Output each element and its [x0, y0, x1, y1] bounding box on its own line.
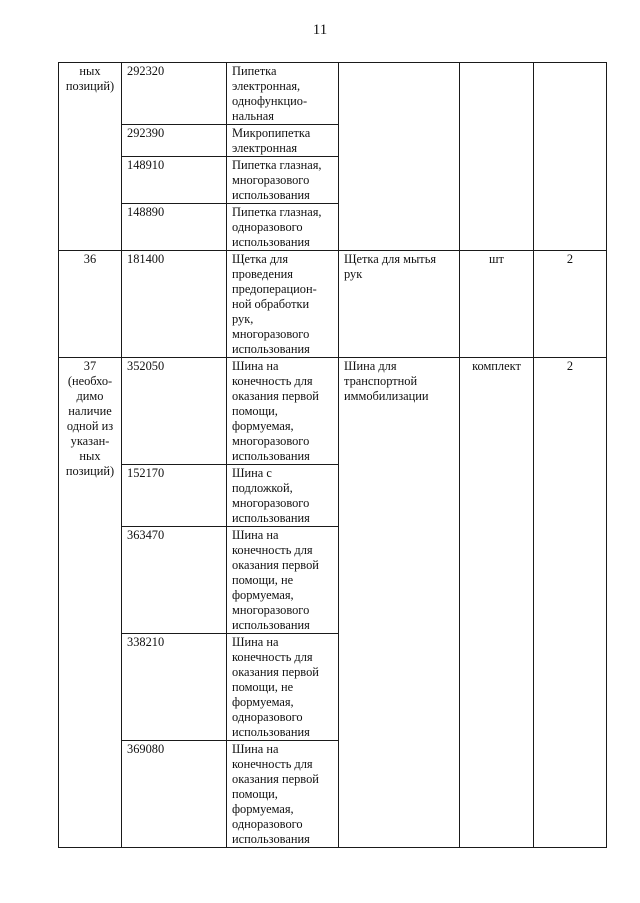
- code-cell: 152170: [122, 465, 227, 527]
- code-cell: 148910: [122, 157, 227, 204]
- code-cell: 338210: [122, 634, 227, 741]
- name-cell: Шина на конечность для оказания первой помощи, не формуемая, многоразового использования: [227, 527, 339, 634]
- code-cell: 352050: [122, 358, 227, 465]
- table-row: [59, 358, 607, 465]
- product-cell: Щетка для мытья рук: [339, 251, 460, 358]
- product-cell: Шина для транспортной иммобилизации: [339, 358, 460, 848]
- name-cell: Шина на конечность для оказания первой помощи, не формуемая, одноразового использования: [227, 634, 339, 741]
- unit-cell: [460, 63, 534, 251]
- code-cell: 292320: [122, 63, 227, 125]
- page-number: 11: [312, 22, 328, 38]
- code-cell: 363470: [122, 527, 227, 634]
- qty-cell: [534, 63, 607, 251]
- name-cell: Шина на конечность для оказания первой помощи, формуемая, одноразового использования: [227, 741, 339, 848]
- equipment-table: [58, 62, 607, 848]
- name-cell: Щетка для проведения предоперацион-ной обработки рук, многоразового использования: [227, 251, 339, 358]
- table-row: [59, 63, 607, 125]
- table-row: [59, 251, 607, 358]
- code-cell: 369080: [122, 741, 227, 848]
- code-cell: 181400: [122, 251, 227, 358]
- position-cell: [59, 63, 122, 251]
- unit-cell: шт: [460, 251, 534, 358]
- name-cell: Пипетка электронная, однофункцио-нальная: [227, 63, 339, 125]
- code-cell: 292390: [122, 125, 227, 157]
- name-cell: Пипетка глазная, одноразового использования: [227, 204, 339, 251]
- code-cell: 148890: [122, 204, 227, 251]
- position-text: ных позиций): [65, 64, 115, 93]
- position-cell: 36: [59, 251, 122, 358]
- product-cell: [339, 63, 460, 251]
- name-cell: Пипетка глазная, многоразового использования: [227, 157, 339, 204]
- position-text: 37 (необхо-димо наличие одной из указан-ных позиций): [65, 359, 115, 478]
- qty-cell: 2: [534, 358, 607, 848]
- qty-cell: 2: [534, 251, 607, 358]
- name-cell: Шина на конечность для оказания первой помощи, формуемая, многоразового использования: [227, 358, 339, 465]
- unit-cell: комплект: [460, 358, 534, 848]
- name-cell: Шина с подложкой, многоразового использования: [227, 465, 339, 527]
- name-cell: Микропипетка электронная: [227, 125, 339, 157]
- position-cell: [59, 358, 122, 848]
